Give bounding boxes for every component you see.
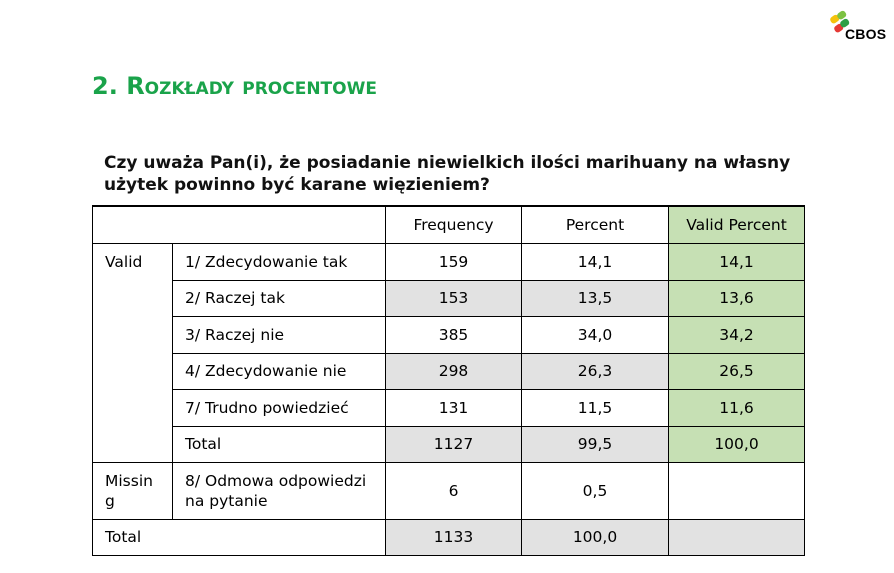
header-valid-percent: Valid Percent	[669, 206, 805, 243]
header-percent: Percent	[522, 206, 669, 243]
table-row	[93, 353, 805, 389]
header-empty-cell	[93, 206, 386, 243]
row-label: 3/ Raczej nie	[173, 316, 386, 353]
frequency-cell: 159	[386, 243, 522, 280]
percent-cell: 100,0	[522, 519, 669, 555]
row-label: 8/ Odmowa odpowiedzi na pytanie	[173, 462, 386, 519]
percent-cell: 99,5	[522, 426, 669, 462]
section-heading	[92, 72, 377, 100]
valid-percent-cell: 11,6	[669, 389, 805, 426]
percent-cell: 34,0	[522, 316, 669, 353]
percent-cell: 14,1	[522, 243, 669, 280]
percent-cell: 11,5	[522, 389, 669, 426]
frequency-cell: 1133	[386, 519, 522, 555]
table-row	[93, 389, 805, 426]
section-title: Rozkłady procentowe	[126, 72, 377, 100]
survey-question: Czy uważa Pan(i), że posiadanie niewielkich ilości marihuany na własny użytek powinno być karane więzieniem?	[104, 153, 791, 195]
row-label: 7/ Trudno powiedzieć	[173, 389, 386, 426]
header-frequency: Frequency	[386, 206, 522, 243]
row-label: 2/ Raczej tak	[173, 280, 386, 316]
cbos-logo	[828, 10, 890, 44]
valid-percent-cell: 100,0	[669, 426, 805, 462]
row-label: Total	[93, 519, 386, 555]
table-row-missing	[93, 462, 805, 519]
percent-cell: 0,5	[522, 462, 669, 519]
valid-percent-cell: 13,6	[669, 280, 805, 316]
frequency-cell: 298	[386, 353, 522, 389]
frequency-cell: 131	[386, 389, 522, 426]
valid-percent-cell: 14,1	[669, 243, 805, 280]
valid-percent-cell	[669, 462, 805, 519]
table-row	[93, 316, 805, 353]
valid-group-label: Valid	[93, 243, 173, 462]
percent-cell: 26,3	[522, 353, 669, 389]
row-label: 1/ Zdecydowanie tak	[173, 243, 386, 280]
table-row-grand-total	[93, 519, 805, 555]
valid-percent-cell: 26,5	[669, 353, 805, 389]
valid-percent-cell	[669, 519, 805, 555]
frequency-cell: 385	[386, 316, 522, 353]
percent-cell: 13,5	[522, 280, 669, 316]
table-row	[93, 243, 805, 280]
frequency-cell: 153	[386, 280, 522, 316]
frequency-table	[92, 205, 805, 556]
row-label: Total	[173, 426, 386, 462]
missing-group-label: Missin g	[93, 462, 173, 519]
frequency-cell: 6	[386, 462, 522, 519]
table-row	[93, 280, 805, 316]
frequency-cell: 1127	[386, 426, 522, 462]
table-header-row	[93, 206, 805, 243]
cbos-logo-text: CBOS	[845, 26, 887, 42]
section-number: 2.	[92, 72, 118, 100]
valid-percent-cell: 34,2	[669, 316, 805, 353]
row-label: 4/ Zdecydowanie nie	[173, 353, 386, 389]
table-row-valid-total	[93, 426, 805, 462]
